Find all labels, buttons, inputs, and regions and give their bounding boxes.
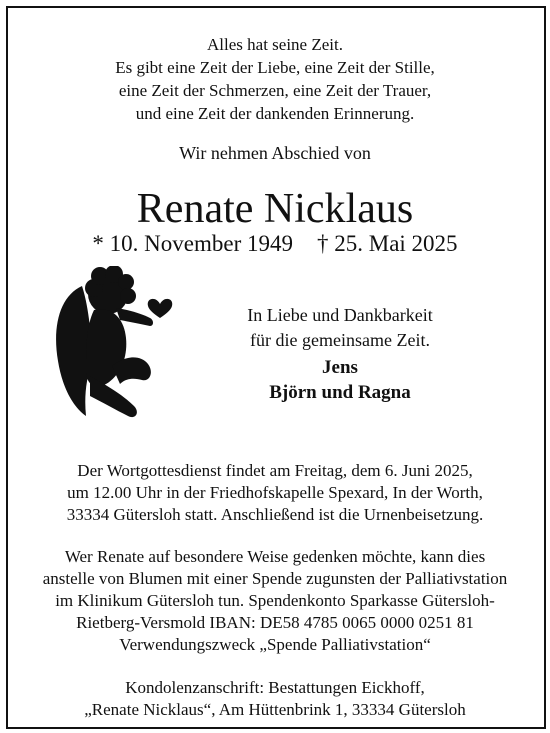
service-line: 33334 Gütersloh statt. Anschließend ist die Urnenbeisetzung. xyxy=(66,505,484,524)
birth-date: * 10. November 1949 xyxy=(92,231,293,256)
donation-line: Wer Renate auf besondere Weise gedenken möchte, kann dies xyxy=(64,547,486,566)
service-info xyxy=(0,460,550,526)
poem xyxy=(0,33,550,125)
condolence-line: Kondolenzanschrift: Bestattungen Eickhoff, xyxy=(125,678,425,697)
farewell-text: Wir nehmen Abschied von xyxy=(179,143,371,163)
gratitude-line: für die gemeinsame Zeit. xyxy=(250,330,430,350)
family-line: Björn und Ragna xyxy=(269,382,411,403)
heart-icon xyxy=(148,299,173,318)
gratitude-text xyxy=(170,303,510,353)
donation-line: Rietberg-Versmold IBAN: DE58 4785 0065 0000 0251 81 xyxy=(76,613,474,632)
poem-line: Alles hat seine Zeit. xyxy=(207,35,343,54)
deceased-name: Renate Nicklaus xyxy=(136,186,414,232)
service-line: Der Wortgottesdienst findet am Freitag, dem 6. Juni 2025, xyxy=(77,461,473,480)
donation-info xyxy=(0,546,550,656)
service-line: um 12.00 Uhr in der Friedhofskapelle Spexard, In der Worth, xyxy=(67,483,483,502)
death-date: † 25. Mai 2025 xyxy=(317,231,458,256)
family-line: Jens xyxy=(322,357,358,378)
poem-line: und eine Zeit der dankenden Erinnerung. xyxy=(135,104,415,123)
donation-line: anstelle von Blumen mit einer Spende zugunsten der Palliativstation xyxy=(42,569,508,588)
condolence-address xyxy=(0,677,550,721)
family-names xyxy=(170,355,510,405)
life-dates xyxy=(0,230,550,258)
gratitude-line: In Liebe und Dankbarkeit xyxy=(247,305,433,325)
donation-line: Verwendungszweck „Spende Palliativstation“ xyxy=(119,635,431,654)
condolence-line: „Renate Nicklaus“, Am Hüttenbrink 1, 33334 Gütersloh xyxy=(84,700,466,719)
poem-line: eine Zeit der Schmerzen, eine Zeit der Trauer, xyxy=(118,81,432,100)
poem-line: Es gibt eine Zeit der Liebe, eine Zeit der Stille, xyxy=(115,58,435,77)
donation-line: im Klinikum Gütersloh tun. Spendenkonto Sparkasse Gütersloh- xyxy=(55,591,495,610)
angel-silhouette-icon xyxy=(50,266,180,431)
